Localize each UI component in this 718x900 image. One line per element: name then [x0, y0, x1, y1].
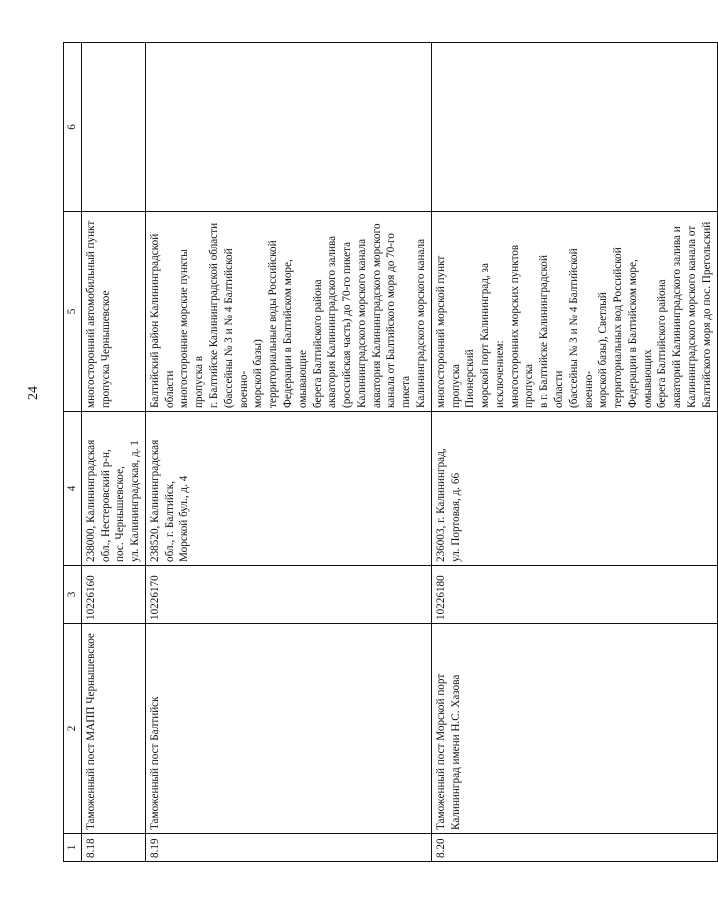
- table-body: [81, 43, 717, 862]
- text-line: территориальные воды Российской: [267, 240, 280, 408]
- text-line: Федерации в Балтийском море, омывающие: [281, 259, 309, 408]
- table-row: [431, 43, 717, 862]
- text-line: Морской бул., д. 4: [178, 475, 191, 562]
- text-line: обл., г. Балтийск,: [163, 480, 176, 562]
- text-line: акватория Калининградского залива: [326, 235, 339, 408]
- text-line: многосторонних морских пунктов пропуска: [508, 244, 536, 408]
- post-note: [81, 43, 145, 212]
- text-line: многосторонний морской пункт пропуска: [434, 255, 462, 408]
- post-code: 10226170: [145, 566, 431, 624]
- post-zone: [81, 212, 145, 412]
- text-line: морской базы): [252, 339, 265, 408]
- text-line: морской базы), Светлый: [597, 292, 610, 408]
- row-number: 8.19: [145, 834, 431, 862]
- text-line: Балтийского моря до пос. Прегольский: [700, 221, 713, 408]
- post-name: Таможенный пост МАПП Чернышевское: [81, 624, 145, 834]
- text-line: исключением:: [493, 340, 506, 408]
- post-address: [81, 412, 145, 566]
- text-line: (бассейны № 3 и № 4 Балтийской военно-: [222, 248, 250, 408]
- text-line: акваторий Калининградского залива и: [671, 226, 684, 408]
- text-line: пос. Чернышевское,: [114, 466, 127, 562]
- post-code: 10226180: [431, 566, 717, 624]
- table-row: [145, 43, 431, 862]
- header-col-4: 4: [64, 412, 82, 566]
- post-note: [145, 43, 431, 212]
- post-zone: [145, 212, 431, 412]
- text-line: территориальных вод Российской: [612, 247, 625, 408]
- header-col-2: 2: [64, 624, 82, 834]
- text-line: Федерации в Балтийском море, омывающих: [626, 259, 654, 408]
- header-col-5: 5: [64, 212, 82, 412]
- row-number: 8.18: [81, 834, 145, 862]
- page-number: 24: [26, 386, 41, 400]
- text-line: обл., Нестеровский р-н,: [99, 449, 112, 562]
- text-line: Пионерский: [464, 349, 477, 408]
- text-line: многосторонние морские пункты пропуска в: [178, 249, 206, 408]
- rotated-table-wrapper: [63, 42, 713, 862]
- text-line: пропуска Чернышевское: [99, 290, 112, 408]
- post-zone: [431, 212, 717, 412]
- table-row: [81, 43, 145, 862]
- header-row: [64, 43, 82, 862]
- text-line: акватория Калининградского морского: [370, 223, 383, 408]
- header-col-6: 6: [64, 43, 82, 212]
- text-line: 238000, Калининградская: [84, 439, 97, 562]
- text-line: (бассейны № 3 и № 4 Балтийской военно-: [567, 248, 595, 408]
- text-line: морской порт Калининград, за: [479, 263, 492, 408]
- post-note: [431, 43, 717, 212]
- text-line: Калининградского морского канала: [355, 238, 368, 408]
- row-number: 8.20: [431, 834, 717, 862]
- text-line: (российская часть) до 70-го пикета: [341, 241, 354, 408]
- text-line: Калининградского морского канала: [414, 238, 427, 408]
- text-line: в г. Балтийске Калининградской области: [538, 255, 565, 408]
- customs-posts-table: [63, 42, 718, 862]
- text-line: берега Балтийского района: [311, 279, 324, 408]
- post-name: Таможенный пост Морской порт Калининград имени Н.С. Хазова: [431, 624, 717, 834]
- header-col-1: 1: [64, 834, 82, 862]
- text-line: канала от Балтийского моря до 70-го пикета: [385, 233, 413, 408]
- text-line: ул. Калининградская, д. 1: [129, 440, 142, 562]
- header-col-3: 3: [64, 566, 82, 624]
- text-line: ул. Портовая, д. 66: [449, 472, 462, 562]
- post-code: 10226160: [81, 566, 145, 624]
- text-line: 236003, г. Калининград,: [434, 448, 447, 562]
- post-address: [145, 412, 431, 566]
- text-line: 238520, Калининградская: [148, 439, 161, 562]
- text-line: многосторонний автомобильный пункт: [84, 220, 97, 408]
- text-line: берега Балтийского района: [656, 279, 669, 408]
- post-name: Таможенный пост Балтийск: [145, 624, 431, 834]
- post-address: [431, 412, 717, 566]
- text-line: Калининградского морского канала от: [686, 225, 699, 408]
- text-line: Балтийский район Калининградской области: [148, 233, 176, 408]
- text-line: г. Балтийске Калининградской области: [208, 222, 221, 408]
